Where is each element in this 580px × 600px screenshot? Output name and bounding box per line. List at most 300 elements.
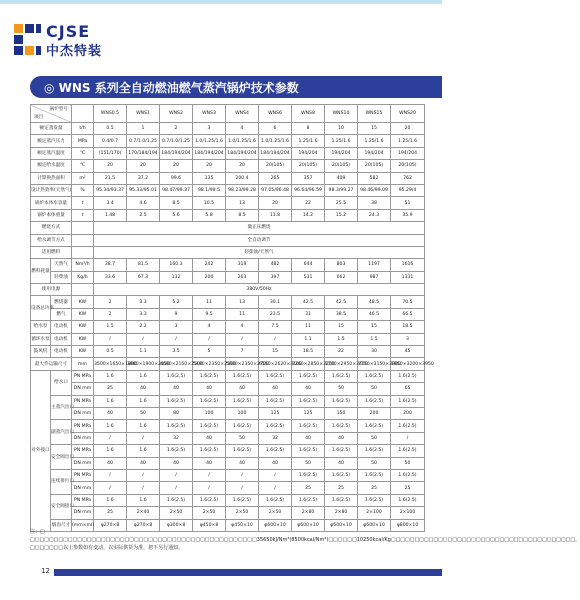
value-cell: 1.5 (358, 333, 391, 345)
value-cell: 1.6(2.5) (259, 370, 292, 382)
row-label: 使用电源 (31, 284, 72, 296)
value-cell: 2×100 (358, 507, 391, 519)
row-sublabel: 电动机 (51, 321, 72, 333)
value-cell: 3.3 (127, 308, 160, 320)
value-cell: 45 (391, 346, 425, 358)
table-row (31, 432, 425, 444)
value-cell: 319 (226, 259, 259, 271)
value-cell: 200 (391, 407, 425, 419)
value-cell: 1.6(2.5) (358, 445, 391, 457)
value-cell: φ600×10 (292, 519, 325, 531)
value-cell: 482 (259, 259, 292, 271)
table-row (31, 296, 425, 308)
value-cell: 5.8 (193, 209, 226, 221)
value-cell: 1.1 (127, 346, 160, 358)
value-cell: 50 (391, 457, 425, 469)
value-cell: 40 (292, 383, 325, 395)
value-cell: 25 (325, 482, 358, 494)
value-cell: 20(105) (292, 160, 325, 172)
value-cell: 1.0/1.25/1.6 (193, 135, 226, 147)
value-cell: 25 (391, 482, 425, 494)
value-cell: 1.25/1.6 (391, 135, 425, 147)
model-header: WNS2 (160, 105, 193, 123)
value-cell: 1616 (391, 259, 425, 271)
value-cell: 1.0/1.25/1.6 (259, 135, 292, 147)
value-cell: 3.4 (94, 197, 127, 209)
table-row (31, 420, 425, 432)
table-row (31, 197, 425, 209)
row-unit: MPa (72, 135, 94, 147)
value-cell: 98.46/99.09 (358, 184, 391, 196)
value-cell: 0.4/0.7 (94, 135, 127, 147)
value-cell: 14.2 (292, 209, 325, 221)
value-cell: 5890×2350×2700 (226, 358, 259, 370)
value-cell: 1.6(2.5) (391, 370, 425, 382)
value-cell: 4.6 (127, 197, 160, 209)
value-cell: 10.5 (193, 197, 226, 209)
value-cell: / (94, 482, 127, 494)
value-cell: 15 (358, 321, 391, 333)
value-cell: 11 (292, 321, 325, 333)
row-label: 连续排污口 (51, 469, 72, 494)
value-cell: 1.6(2.5) (325, 469, 358, 481)
value-cell: 1331 (391, 271, 425, 283)
value-cell: 100 (193, 407, 226, 419)
row-unit: PN MPa (72, 370, 94, 382)
value-cell: 1.6 (94, 370, 127, 382)
value-cell: 1.6(2.5) (358, 395, 391, 407)
row-unit: DN mm (72, 432, 94, 444)
value-cell: 40 (94, 457, 127, 469)
table-row (31, 135, 425, 147)
value-cell: 184/194/204 (160, 147, 193, 159)
table-row (31, 457, 425, 469)
row-unit: t (72, 209, 94, 221)
value-cell: 1.6 (127, 445, 160, 457)
table-row (31, 271, 425, 283)
row-label: 燃气 (51, 308, 72, 320)
value-cell: φ450×10 (226, 519, 259, 531)
value-cell: 18.5 (292, 346, 325, 358)
table-row (31, 105, 425, 123)
value-cell: 100 (226, 407, 259, 419)
value-cell: 20 (94, 160, 127, 172)
value-cell: 65 (391, 383, 425, 395)
value-cell: 1.6(2.5) (358, 420, 391, 432)
value-cell: 7750×3150×3800 (358, 358, 391, 370)
row-label: 鼓风机 (31, 346, 51, 358)
table-row (31, 370, 425, 382)
model-header: WNS15 (358, 105, 391, 123)
table-row (31, 284, 425, 296)
value-cell: 40 (160, 383, 193, 395)
table-row (31, 172, 425, 184)
row-unit: PN MPa (72, 445, 94, 457)
value-cell: 1.6(2.5) (160, 370, 193, 382)
value-cell: 15 (325, 321, 358, 333)
value-cell: 8.5 (226, 209, 259, 221)
value-cell: / (391, 432, 425, 444)
model-header: WNS8 (292, 105, 325, 123)
value-cell: 2×80 (292, 507, 325, 519)
model-header: WNS20 (391, 105, 425, 123)
value-cell: 200 (193, 271, 226, 283)
table-row (31, 308, 425, 320)
value-cell: 125 (259, 407, 292, 419)
value-cell: 95.29/4 (391, 184, 425, 196)
value-cell: 1.5 (94, 321, 127, 333)
row-label: 给水口 (51, 370, 72, 395)
value-cell: 265 (259, 172, 292, 184)
value-cell: 200.4 (226, 172, 259, 184)
page-number: 12 (41, 567, 50, 575)
value-cell: 1.6(2.5) (292, 370, 325, 382)
value-cell: 轻柴油/天然气 (94, 246, 425, 258)
value-cell: 38.7 (94, 259, 127, 271)
value-cell: 22 (325, 346, 358, 358)
value-cell: 531 (292, 271, 325, 283)
value-cell: φ600×10 (358, 519, 391, 531)
value-cell: 1.6(2.5) (358, 370, 391, 382)
value-cell: 40 (292, 432, 325, 444)
row-unit: KW (72, 308, 94, 320)
value-cell: 51 (391, 197, 425, 209)
value-cell: 762 (391, 172, 425, 184)
row-unit: DN mm (72, 457, 94, 469)
row-unit: m² (72, 172, 94, 184)
value-cell: 2×50 (226, 507, 259, 519)
value-cell: 1.6(2.5) (259, 420, 292, 432)
value-cell: 25 (292, 482, 325, 494)
value-cell: 40 (94, 407, 127, 419)
value-cell: 40 (160, 457, 193, 469)
value-cell: 0.5 (94, 346, 127, 358)
value-cell: φ600×10 (259, 519, 292, 531)
value-cell: 357 (292, 172, 325, 184)
value-cell: 50 (292, 457, 325, 469)
value-cell: 1 (127, 123, 160, 135)
value-cell: 6 (259, 123, 292, 135)
table-row (31, 469, 425, 481)
header-model-label: 锅炉型号 (49, 107, 68, 112)
row-label: 燃烧器 (51, 296, 72, 308)
value-cell: 1.6 (94, 395, 127, 407)
row-unit: KW (72, 333, 94, 345)
value-cell: 1.5 (325, 333, 358, 345)
value-cell: 1.6(2.5) (226, 445, 259, 457)
value-cell: 1.48 (94, 209, 127, 221)
value-cell: 5490×2350×2550 (193, 358, 226, 370)
value-cell: 1.6 (94, 494, 127, 506)
value-cell: 23.5 (259, 308, 292, 320)
row-unit: t (72, 197, 94, 209)
value-cell: 1.6 (94, 420, 127, 432)
value-cell: 13 (226, 197, 259, 209)
value-cell: 8 (292, 123, 325, 135)
value-cell: 1.6(2.5) (391, 445, 425, 457)
value-cell: 2 (160, 123, 193, 135)
value-cell: 70.5 (391, 296, 425, 308)
value-cell: 1.0/1.25/1.6 (226, 135, 259, 147)
value-cell: 50 (226, 432, 259, 444)
title-banner (30, 76, 442, 98)
value-cell: 1.25/1.6 (292, 135, 325, 147)
row-unit (72, 284, 94, 296)
value-cell: / (259, 482, 292, 494)
footer-bar (54, 569, 442, 576)
value-cell: 21.5 (94, 172, 127, 184)
row-label: 副蒸汽出口 (51, 420, 72, 445)
value-cell: 1.6(2.5) (259, 494, 292, 506)
value-cell: 20 (226, 160, 259, 172)
table-row (31, 259, 425, 271)
value-cell: φ450×8 (193, 519, 226, 531)
table-row (31, 482, 425, 494)
value-cell: 2.2 (127, 321, 160, 333)
value-cell: 1.25/1.6 (325, 135, 358, 147)
value-cell: 50 (358, 383, 391, 395)
table-row (31, 333, 425, 345)
table-row (31, 383, 425, 395)
value-cell: / (127, 469, 160, 481)
value-cell: 22 (292, 197, 325, 209)
value-cell: 1.6(2.5) (325, 370, 358, 382)
row-label: 锅炉本体水容量 (31, 197, 72, 209)
value-cell: 2 (94, 308, 127, 320)
value-cell: 1.6 (127, 395, 160, 407)
value-cell: 40 (193, 383, 226, 395)
cjse-logo-icon (12, 22, 42, 56)
value-cell: 38.5 (325, 308, 358, 320)
value-cell: 1.6(2.5) (391, 395, 425, 407)
brand-name-cn: 中杰特装 (46, 44, 103, 59)
row-unit: PN MPa (72, 494, 94, 506)
value-cell: 30.1 (259, 296, 292, 308)
value-cell: (151/170) (94, 147, 127, 159)
value-cell: 98.3/99.27 (325, 184, 358, 196)
table-row (31, 209, 425, 221)
value-cell: 644 (292, 259, 325, 271)
row-label: 主蒸汽出口 (51, 395, 72, 420)
value-cell: 20(105) (259, 160, 292, 172)
row-label: 计算换热面积 (31, 172, 72, 184)
value-cell: 11.8 (259, 209, 292, 221)
value-cell: φ270×8 (127, 519, 160, 531)
value-cell: 3.5 (160, 346, 193, 358)
table-row (31, 445, 425, 457)
value-cell: 2 (94, 296, 127, 308)
value-cell: 1.6(2.5) (193, 494, 226, 506)
value-cell: 18.5 (391, 321, 425, 333)
value-cell: 25 (94, 383, 127, 395)
row-unit: PN MPa (72, 395, 94, 407)
row-unit: DN mm (72, 507, 94, 519)
value-cell: 194/204 (325, 147, 358, 159)
value-cell: φ270×8 (94, 519, 127, 531)
value-cell: 20 (127, 160, 160, 172)
value-cell: 40 (193, 432, 226, 444)
brand-logo (12, 22, 132, 59)
row-label: 额定蒸汽温度 (31, 147, 72, 159)
value-cell: 1.6(2.5) (193, 370, 226, 382)
value-cell: 1.6(2.5) (292, 395, 325, 407)
row-label: 烟囱尺寸 (51, 519, 72, 531)
value-cell: 3980×1900×2150 (127, 358, 160, 370)
value-cell: 1.6(2.5) (292, 494, 325, 506)
value-cell: 3500×1650×1800 (94, 358, 127, 370)
value-cell: 135 (193, 172, 226, 184)
value-cell: 2×40 (127, 507, 160, 519)
value-cell: 97.05/96.48 (259, 184, 292, 196)
value-cell: 242 (193, 259, 226, 271)
value-cell: 95.33/95.01 (127, 184, 160, 196)
value-cell: 98.47/99.37 (160, 184, 193, 196)
value-cell: / (226, 482, 259, 494)
row-unit: Kg/h (72, 271, 94, 283)
value-cell: 582 (358, 172, 391, 184)
row-label: 天然气 (51, 259, 72, 271)
row-label: 燃烧方式 (31, 222, 72, 234)
model-header: WNS0.5 (94, 105, 127, 123)
value-cell: 3 (160, 321, 193, 333)
value-cell: 1.1 (292, 333, 325, 345)
value-cell: 1.6(2.5) (226, 370, 259, 382)
row-label: 循环水泵 (31, 333, 51, 345)
row-unit: DN mm (72, 383, 94, 395)
value-cell: 20 (160, 160, 193, 172)
page-title: ◎ WNS 系列全自动燃油燃气蒸汽锅炉技术参数 (44, 81, 299, 95)
row-label: 安全阀接口 (51, 494, 72, 519)
value-cell: 15 (259, 346, 292, 358)
value-cell: / (160, 482, 193, 494)
value-cell: 194/204 (391, 147, 425, 159)
value-cell: 9 (160, 308, 193, 320)
brand-name-en: CJSE (46, 22, 91, 41)
value-cell: / (259, 333, 292, 345)
value-cell: 1.6(2.5) (226, 494, 259, 506)
value-cell: 1.6(2.5) (391, 420, 425, 432)
row-unit: KW (72, 346, 94, 358)
value-cell: 1.6(2.5) (160, 395, 193, 407)
value-cell: 184/194/204 (193, 147, 226, 159)
value-cell: 662 (325, 271, 358, 283)
row-label: 锅炉本体重量 (31, 209, 72, 221)
value-cell: 35.9 (391, 209, 425, 221)
row-label: 给水泵 (31, 321, 51, 333)
spec-table (30, 104, 434, 532)
value-cell: 1.6(2.5) (292, 469, 325, 481)
value-cell: φ800×10 (391, 519, 425, 531)
row-unit: KW (72, 321, 94, 333)
value-cell: 98.1/99.5 (193, 184, 226, 196)
value-cell: 2×80 (325, 507, 358, 519)
value-cell: 1.25/1.6 (358, 135, 391, 147)
value-cell: / (127, 333, 160, 345)
value-cell: / (259, 469, 292, 481)
value-cell: 160.3 (160, 259, 193, 271)
value-cell: 380V/50Hz (94, 284, 425, 296)
table-row (31, 507, 425, 519)
value-cell: 3 (391, 333, 425, 345)
value-cell: 15.2 (325, 209, 358, 221)
value-cell: 40 (259, 457, 292, 469)
value-cell: / (193, 469, 226, 481)
table-row (31, 234, 425, 246)
value-cell: 20 (391, 123, 425, 135)
row-unit: t/h (72, 123, 94, 135)
row-label: 设计热效率(天然气) (31, 184, 72, 196)
row-label: 给水调节方式 (31, 234, 72, 246)
value-cell: 1.6(2.5) (193, 445, 226, 457)
model-header: WNS6 (259, 105, 292, 123)
value-cell: 7950×3200×3950 (391, 358, 425, 370)
value-cell: 80 (160, 407, 193, 419)
row-label: 轻柴油 (51, 271, 72, 283)
value-cell: 42.5 (292, 296, 325, 308)
value-cell: / (226, 333, 259, 345)
value-cell: 7700×2950×3450 (325, 358, 358, 370)
value-cell: 38 (358, 197, 391, 209)
value-cell: 11 (193, 296, 226, 308)
value-cell: 40 (226, 383, 259, 395)
value-cell: 1.6(2.5) (325, 395, 358, 407)
value-cell: 微正压燃烧 (94, 222, 425, 234)
table-row (31, 184, 425, 196)
value-cell: 1.6(2.5) (325, 445, 358, 457)
value-cell: 1.6(2.5) (358, 494, 391, 506)
value-cell: 6550×2620×3100 (259, 358, 292, 370)
value-cell: 2×50 (259, 507, 292, 519)
value-cell: 50 (325, 383, 358, 395)
table-row (31, 222, 425, 234)
value-cell: 全自动调节 (94, 234, 425, 246)
value-cell: 11 (226, 308, 259, 320)
value-cell: 48.5 (358, 296, 391, 308)
value-cell: φ600×10 (325, 519, 358, 531)
value-cell: 4 (193, 321, 226, 333)
value-cell: 40 (325, 457, 358, 469)
row-label: 额定给水温度 (31, 160, 72, 172)
value-cell: 99.6 (160, 172, 193, 184)
group-label: 燃料耗量 (31, 259, 51, 284)
value-cell: 40 (127, 457, 160, 469)
value-cell: 4 (226, 321, 259, 333)
value-cell: 184/194/204 (226, 147, 259, 159)
value-cell: / (127, 482, 160, 494)
value-cell: 2.5 (127, 209, 160, 221)
value-cell: 67.3 (127, 271, 160, 283)
value-cell: 40 (193, 457, 226, 469)
value-cell: 0.5 (94, 123, 127, 135)
row-unit: mm (72, 358, 94, 370)
row-unit: DN mm (72, 482, 94, 494)
value-cell: 1.6(2.5) (193, 395, 226, 407)
value-cell: 803 (325, 259, 358, 271)
value-cell: 96.64/96.59 (292, 184, 325, 196)
value-cell: 194/204 (292, 147, 325, 159)
row-unit: ℃ (72, 147, 94, 159)
table-row (31, 358, 425, 370)
value-cell: 9.5 (193, 308, 226, 320)
group-label: 设备总功率 (31, 296, 51, 321)
value-cell: 1.6(2.5) (391, 494, 425, 506)
value-cell: 1.6(2.5) (226, 395, 259, 407)
value-cell: / (193, 482, 226, 494)
value-cell: 25 (94, 507, 127, 519)
value-cell: 1.6 (94, 445, 127, 457)
row-unit: (mm×ml) (72, 519, 94, 531)
top-strip (0, 0, 442, 4)
